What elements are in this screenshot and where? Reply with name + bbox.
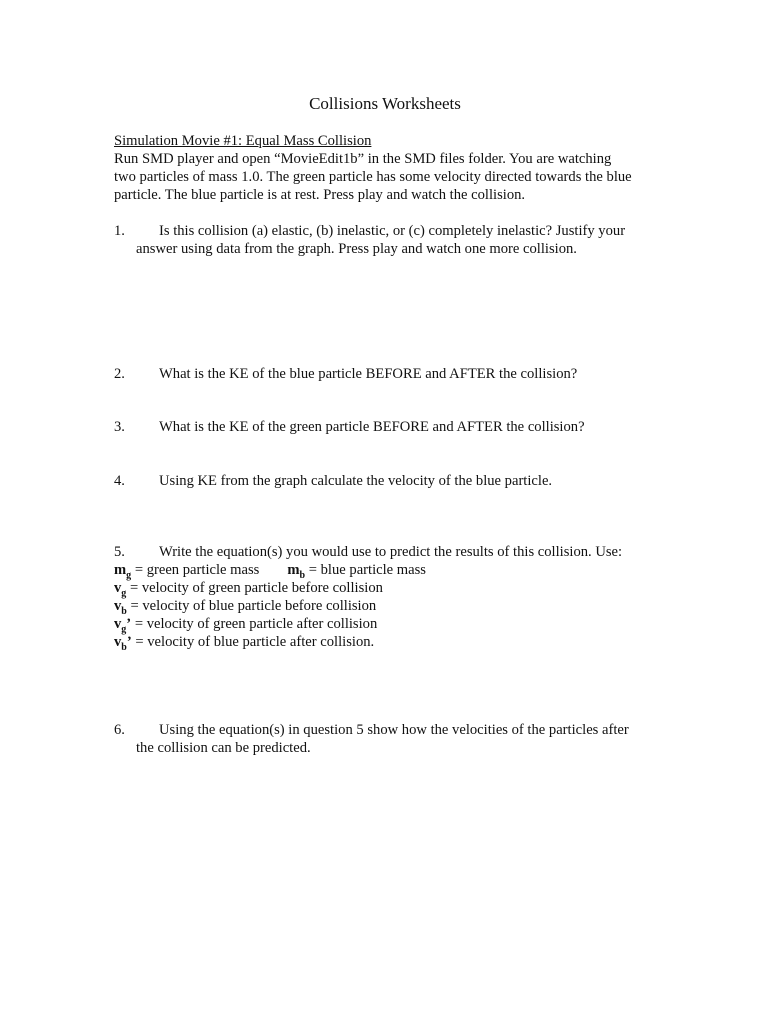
symbol-vg-prime: v <box>114 616 122 632</box>
definition-vg-prime <box>114 615 654 633</box>
question-text: Is this collision (a) elastic, (b) inelastic, or (c) completely inelastic? Justify your <box>159 223 626 239</box>
subscript-g: g <box>126 569 132 581</box>
question-6 <box>114 721 654 757</box>
question-number: 6. <box>114 722 125 738</box>
subscript-b: b <box>121 605 127 617</box>
question-number: 2. <box>114 366 125 382</box>
definition-vb <box>114 597 654 615</box>
question-text: What is the KE of the blue particle BEFORE and AFTER the collision? <box>159 366 578 382</box>
symbol-mb: m <box>287 562 300 578</box>
definition-text: = velocity of blue particle before collision <box>126 598 377 614</box>
question-number: 3. <box>114 419 125 435</box>
definition-text: = velocity of blue particle after collision. <box>131 634 375 650</box>
definition-vg <box>114 579 654 597</box>
question-3 <box>114 418 654 436</box>
question-text-continued: answer using data from the graph. Press play and watch one more collision. <box>136 241 577 257</box>
question-text: What is the KE of the green particle BEFORE and AFTER the collision? <box>159 419 585 435</box>
question-number: 1. <box>114 223 125 239</box>
subscript-b: b <box>299 569 306 581</box>
intro-block <box>114 132 654 204</box>
subscript-g: g <box>121 587 127 599</box>
subscript-b: b <box>121 641 127 653</box>
symbol-vg: v <box>114 580 122 596</box>
question-text: Write the equation(s) you would use to predict the results of this collision. Use: <box>159 544 623 560</box>
intro-line-3: particle. The blue particle is at rest. Press play and watch the collision. <box>114 187 526 203</box>
symbol-vb: v <box>114 598 122 614</box>
prime-mark: ’ <box>126 616 132 632</box>
question-text-continued: the collision can be predicted. <box>136 740 311 756</box>
question-number: 4. <box>114 473 125 489</box>
section-heading: Simulation Movie #1: Equal Mass Collision <box>114 133 372 149</box>
question-2 <box>114 365 654 383</box>
prime-mark: ’ <box>126 634 132 650</box>
question-4 <box>114 472 654 490</box>
definition-mass <box>114 561 654 579</box>
question-text: Using KE from the graph calculate the velocity of the blue particle. <box>159 473 553 489</box>
definition-text: = velocity of green particle after collision <box>131 616 378 632</box>
definition-text: = green particle mass <box>131 562 260 578</box>
question-5 <box>114 543 654 651</box>
definition-vb-prime <box>114 633 654 651</box>
page-title: Collisions Worksheets <box>309 94 461 113</box>
intro-line-1: Run SMD player and open “MovieEdit1b” in the SMD files folder. You are watching <box>114 151 612 167</box>
definition-text: = blue particle mass <box>305 562 426 578</box>
question-number: 5. <box>114 544 125 560</box>
intro-line-2: two particles of mass 1.0. The green particle has some velocity directed towards the blue <box>114 169 632 185</box>
symbol-mg: m <box>114 562 127 578</box>
symbol-vb-prime: v <box>114 634 122 650</box>
question-1 <box>114 222 654 258</box>
definition-text: = velocity of green particle before collision <box>126 580 383 596</box>
question-text: Using the equation(s) in question 5 show how the velocities of the particles after <box>159 722 629 738</box>
subscript-g: g <box>121 623 127 635</box>
